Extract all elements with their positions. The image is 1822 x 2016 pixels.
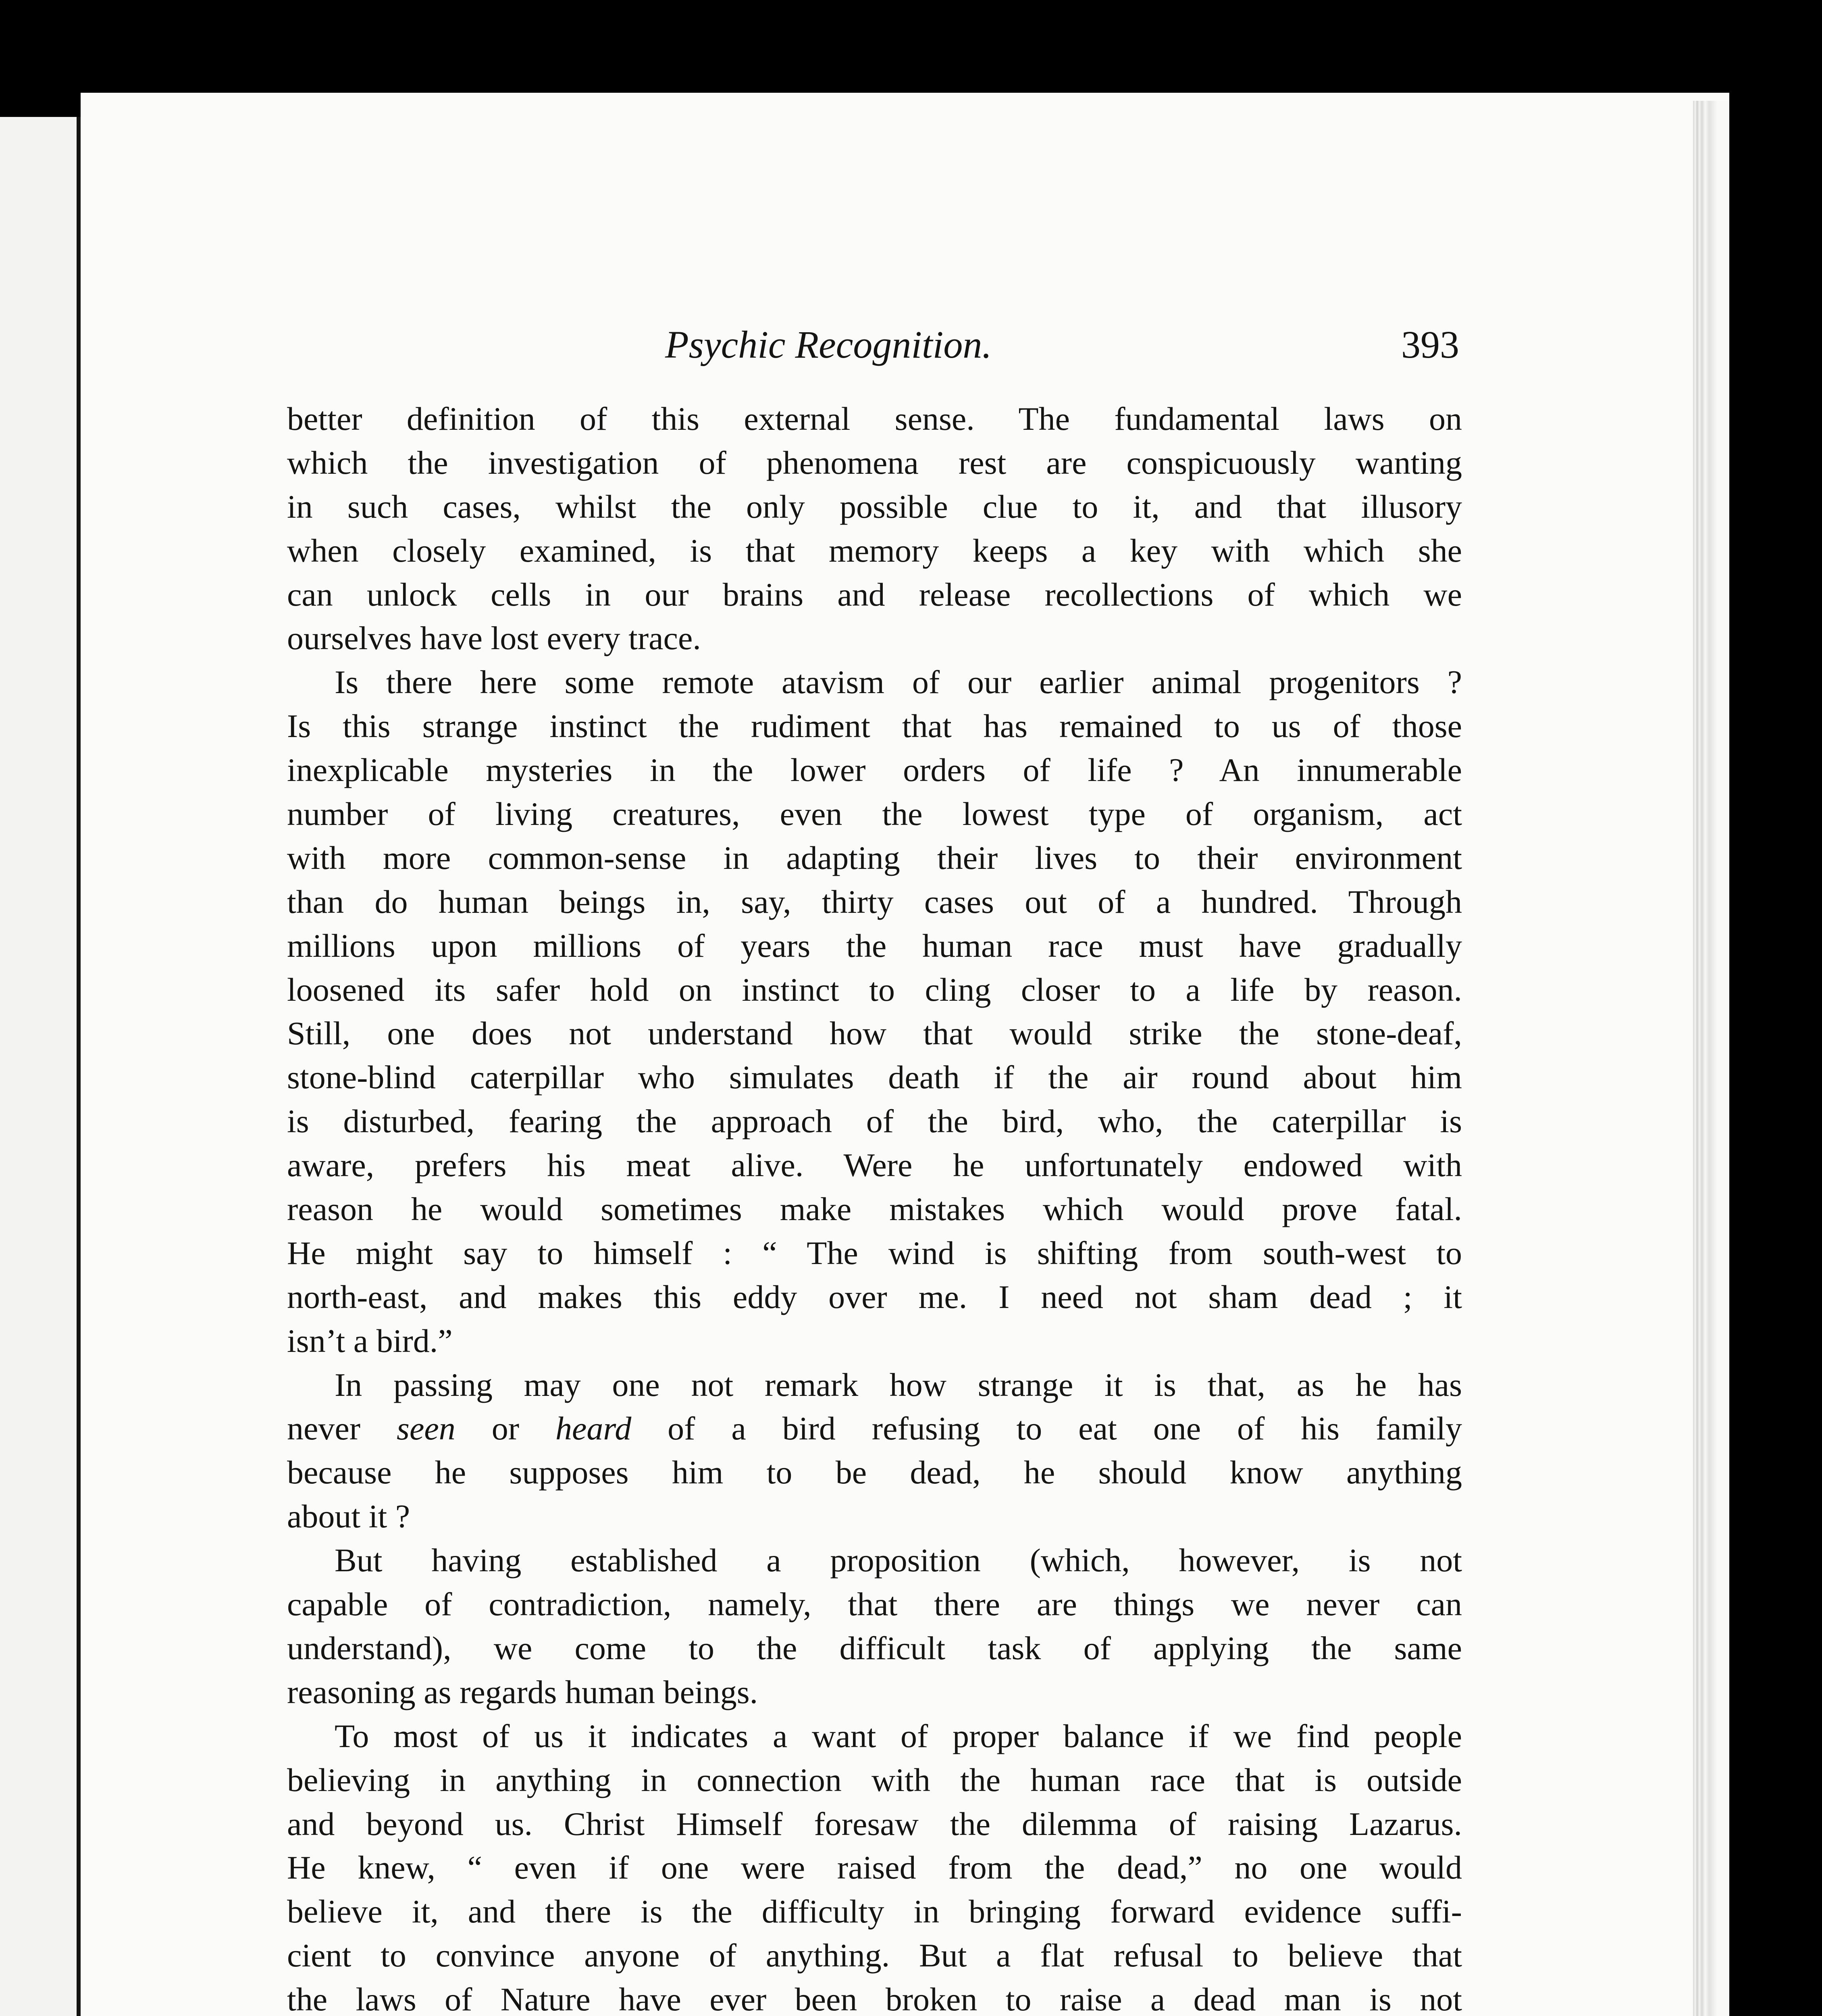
- text-line: the laws of Nature have ever been broken to raise a dead man is not: [287, 1981, 1462, 2016]
- text-line: isn’t a bird.”: [287, 1322, 453, 1359]
- text-run: or: [455, 1410, 555, 1447]
- text-line: believe it, and there is the difficulty in bringing forward evidence suffi-: [287, 1893, 1462, 1930]
- text-line: understand), we come to the difficult task of applying the same: [287, 1629, 1462, 1666]
- running-title: Psychic Recognition.: [665, 323, 992, 366]
- paragraph-first-line: Is there here some remote atavism of our earlier animal progenitors ?: [335, 664, 1462, 701]
- text-line: capable of contradiction, namely, that there are things we never can: [287, 1586, 1462, 1623]
- text-run: of a bird refusing to eat one of his family: [631, 1410, 1462, 1447]
- text-line: number of living creatures, even the lowest type of organism, act: [287, 796, 1462, 833]
- text-line: loosened its safer hold on instinct to cling closer to a life by reason.: [287, 971, 1462, 1008]
- text-line: is disturbed, fearing the approach of the bird, who, the caterpillar is: [287, 1103, 1462, 1140]
- body-text: [287, 397, 1462, 2016]
- text-line: about it ?: [287, 1498, 410, 1535]
- text-line: better definition of this external sense. The fundamental laws on: [287, 400, 1462, 437]
- paragraph-first-line: To most of us it indicates a want of proper balance if we find people: [335, 1717, 1462, 1754]
- text-line: reason he would sometimes make mistakes which would prove fatal.: [287, 1191, 1462, 1228]
- text-line: cient to convince anyone of anything. But a flat refusal to believe that: [287, 1937, 1462, 1974]
- paragraph-first-line: In passing may one not remark how strange it is that, as he has: [335, 1366, 1462, 1403]
- text-line: and beyond us. Christ Himself foresaw the dilemma of raising Lazarus.: [287, 1805, 1462, 1842]
- text-line-with-emphasis: [287, 1407, 1462, 1451]
- facing-page-edge: [0, 117, 84, 2016]
- text-line: when closely examined, is that memory keeps a key with which she: [287, 532, 1462, 569]
- text-line: which the investigation of phenomena rest are conspicuously wanting: [287, 444, 1462, 481]
- text-run: never: [287, 1410, 397, 1447]
- emphasis-seen: seen: [397, 1410, 456, 1447]
- text-line: in such cases, whilst the only possible clue to it, and that illusory: [287, 488, 1462, 525]
- text-line: than do human beings in, say, thirty cases out of a hundred. Through: [287, 883, 1462, 920]
- text-line: Is this strange instinct the rudiment that has remained to us of those: [287, 708, 1462, 745]
- paragraph-first-line: But having established a proposition (which, however, is not: [335, 1542, 1462, 1579]
- text-line: millions upon millions of years the human race must have gradually: [287, 927, 1462, 964]
- running-head: [290, 319, 1459, 371]
- text-line: can unlock cells in our brains and release recollections of which we: [287, 576, 1462, 613]
- text-line: north-east, and makes this eddy over me. I need not sham dead ; it: [287, 1278, 1462, 1315]
- emphasis-heard: heard: [555, 1410, 632, 1447]
- text-line: believing in anything in connection with the human race that is outside: [287, 1761, 1462, 1798]
- text-line: stone-blind caterpillar who simulates death if the air round about him: [287, 1059, 1462, 1096]
- page-number: 393: [1401, 323, 1459, 366]
- page-stack-edge: [1693, 101, 1729, 2016]
- text-line: reasoning as regards human beings.: [287, 1673, 758, 1710]
- text-line: because he supposes him to be dead, he should know anything: [287, 1454, 1462, 1491]
- text-line: He knew, “ even if one were raised from the dead,” no one would: [287, 1849, 1462, 1886]
- text-line: ourselves have lost every trace.: [287, 620, 701, 657]
- text-line: with more common-sense in adapting their lives to their environment: [287, 839, 1462, 876]
- text-line: He might say to himself : “ The wind is shifting from south-west to: [287, 1234, 1462, 1271]
- text-line: inexplicable mysteries in the lower orders of life ? An innumerable: [287, 752, 1462, 789]
- text-line: Still, one does not understand how that would strike the stone-deaf,: [287, 1015, 1462, 1052]
- text-line: aware, prefers his meat alive. Were he unfortunately endowed with: [287, 1147, 1462, 1184]
